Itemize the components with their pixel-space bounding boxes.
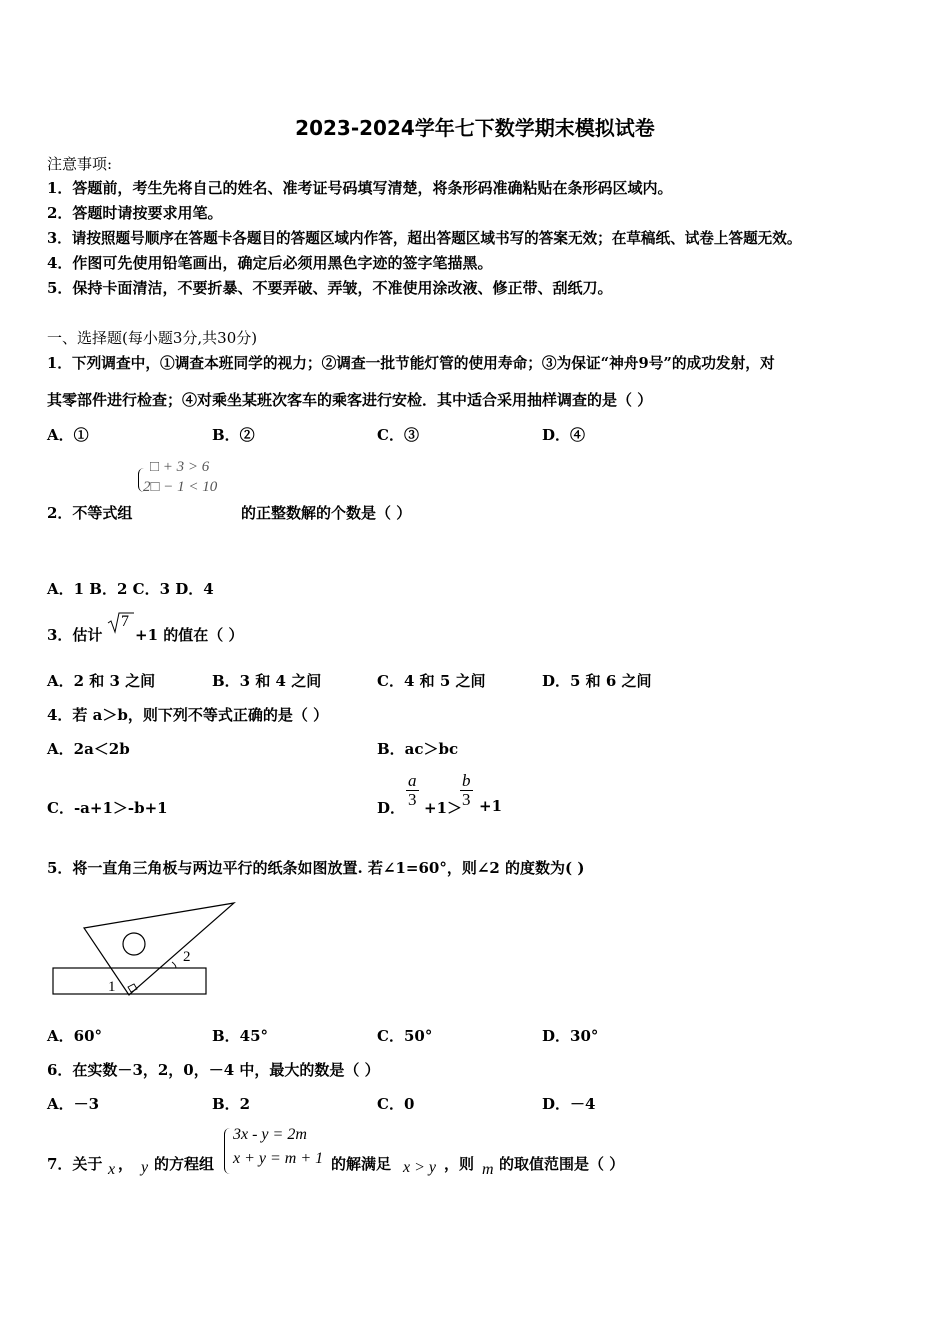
q2-system-line-2: 2□ − 1 < 10 (143, 479, 218, 495)
q1-option-b: B．② (212, 426, 255, 444)
q3-option-b: B．3 和 4 之间 (212, 672, 322, 690)
q1-option-d: D．④ (542, 426, 586, 444)
angle-1-label: 1 (108, 979, 116, 995)
q7-comma: ， (118, 1155, 134, 1173)
q7-var-x: x (108, 1161, 116, 1178)
q4-option-d-fraction-b (460, 772, 473, 809)
q4-option-c: C．-a+1＞-b+1 (47, 799, 168, 817)
q4-option-d-end: +1 (479, 797, 503, 815)
q1-option-c: C．③ (377, 426, 419, 444)
notice-item-5: 5．保持卡面清洁，不要折暴、不要弄破、弄皱，不准使用涂改液、修正带、刮纸刀。 (47, 279, 613, 297)
question-7-suffix: 的取值范围是（ ） (499, 1155, 625, 1173)
sqrt-expression (107, 610, 135, 636)
question-3-suffix: +1 的值在（ ） (135, 626, 244, 644)
question-1-line-1: 1．下列调查中，①调查本班同学的视力；②调查一批节能灯管的使用寿命；③为保证“神舟9号”的成功发射，对 (47, 355, 775, 372)
notice-item-4: 4．作图可先使用铅笔画出，确定后必须用黑色字迹的签字笔描黑。 (47, 254, 493, 272)
notice-item-1: 1．答题前，考生先将自己的姓名、准考证号码填写清楚，将条形码准确粘贴在条形码区域内。 (47, 179, 673, 197)
q7-then: ，则 (444, 1155, 475, 1173)
q3-option-c: C．4 和 5 之间 (377, 672, 486, 690)
q7-system-line-1: 3x - y = 2m (233, 1126, 307, 1143)
q5-option-c: C．50° (377, 1027, 433, 1045)
fraction-a-numerator: a (408, 771, 417, 790)
question-2-prefix: 2．不等式组 (47, 504, 133, 522)
fraction-b-denominator: 3 (462, 789, 471, 809)
question-7-prefix: 7．关于 (47, 1155, 103, 1173)
q2-system-line-1: □ + 3 > 6 (150, 459, 210, 475)
q7-var-m: m (482, 1161, 494, 1178)
q5-option-a: A．60° (47, 1027, 103, 1045)
question-1-line-2: 其零部件进行检查；④对乘坐某班次客车的乘客进行安检．其中适合采用抽样调查的是（ ） (47, 391, 653, 409)
q7-condition-text: 的解满足 (331, 1155, 392, 1173)
question-2-suffix: 的正整数解的个数是（ ） (241, 504, 412, 522)
q7-equation-system (224, 1126, 334, 1178)
q7-condition: x > y (403, 1159, 436, 1176)
fraction-b-numerator: b (462, 771, 471, 790)
question-4-stem: 4．若 a＞b，则下列不等式正确的是（ ） (47, 706, 329, 724)
notice-heading: 注意事项: (47, 155, 113, 173)
fraction-a-denominator: 3 (408, 789, 417, 809)
q3-option-a: A．2 和 3 之间 (47, 672, 156, 690)
q7-var-y: y (141, 1159, 149, 1176)
q4-option-d-fraction-a (406, 772, 419, 809)
q6-option-b: B．2 (212, 1095, 251, 1113)
section-heading: 一、选择题(每小题3分,共30分) (47, 329, 258, 347)
q2-inequality-system (138, 459, 248, 499)
question-5-stem: 5．将一直角三角板与两边平行的纸条如图放置. 若∠1=60°，则∠2 的度数为( ) (47, 859, 585, 877)
question-6-stem: 6．在实数－3，2，0，－4 中，最大的数是（ ） (47, 1061, 380, 1079)
q2-options: A．1 B．2 C．3 D．4 (47, 580, 214, 598)
right-angle-mark (128, 984, 137, 992)
q6-option-a: A．－3 (47, 1095, 100, 1113)
q4-option-d-label: D． (377, 799, 406, 817)
triangle-ruler-figure (46, 898, 246, 1000)
q5-option-d: D．30° (542, 1027, 599, 1045)
page-title: 2023-2024学年七下数学期末模拟试卷 (295, 116, 655, 140)
question-3-prefix: 3．估计 (47, 626, 103, 644)
q6-option-d: D．－4 (542, 1095, 596, 1113)
angle-2-arc (172, 962, 176, 968)
triangle-ruler (84, 903, 234, 995)
q5-option-b: B．45° (212, 1027, 269, 1045)
q7-middle: 的方程组 (154, 1155, 215, 1173)
sqrt-radicand: 7 (121, 613, 129, 630)
notice-item-3: 3．请按照题号顺序在答题卡各题目的答题区域内作答，超出答题区域书写的答案无效；在草稿纸、试卷上答题无效。 (47, 230, 802, 247)
q7-system-line-2: x + y = m + 1 (233, 1150, 324, 1167)
q6-option-c: C．0 (377, 1095, 415, 1113)
q4-option-b: B．ac＞bc (377, 740, 459, 758)
q3-option-d: D．5 和 6 之间 (542, 672, 652, 690)
notice-item-2: 2．答题时请按要求用笔。 (47, 204, 223, 222)
angle-2-label: 2 (183, 949, 191, 965)
q1-option-a: A．① (47, 426, 89, 444)
q7-brace (224, 1128, 230, 1174)
ruler-hole (123, 933, 145, 955)
q4-option-a: A．2a＜2b (47, 740, 130, 758)
q4-option-d-middle: +1＞ (424, 799, 463, 817)
